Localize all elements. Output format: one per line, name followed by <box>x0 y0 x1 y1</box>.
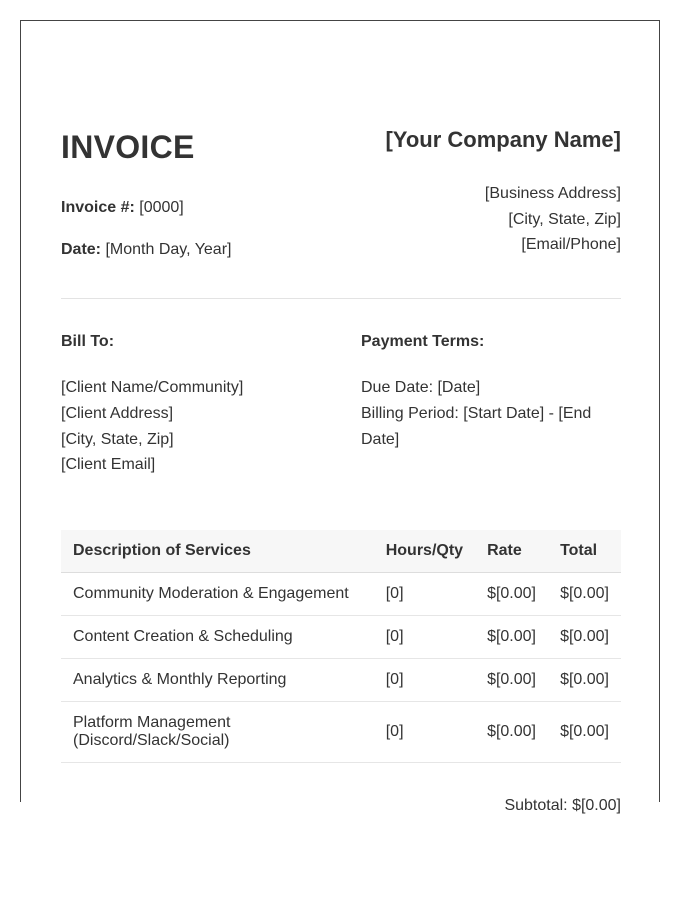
service-hours: [0] <box>374 702 475 763</box>
invoice-number-line <box>61 199 184 217</box>
service-total: $[0.00] <box>548 573 621 616</box>
service-hours: [0] <box>374 573 475 616</box>
subtotal-line <box>504 797 621 815</box>
column-header-total: Total <box>548 530 621 573</box>
service-total: $[0.00] <box>548 659 621 702</box>
services-table <box>61 530 621 763</box>
invoice-date-value: [Month Day, Year] <box>105 241 232 258</box>
company-address-line: [Business Address] <box>484 185 621 202</box>
payment-terms-heading: Payment Terms: <box>361 333 485 350</box>
subtotal-label: Subtotal: <box>504 797 568 814</box>
subtotal-value: $[0.00] <box>572 797 621 814</box>
column-header-rate: Rate <box>475 530 548 573</box>
company-address <box>485 181 621 258</box>
table-row <box>61 573 621 616</box>
service-description: Analytics & Monthly Reporting <box>61 659 374 702</box>
invoice-page <box>20 20 660 814</box>
service-hours: [0] <box>374 659 475 702</box>
service-rate: $[0.00] <box>475 616 548 659</box>
table-row <box>61 659 621 702</box>
invoice-title: INVOICE <box>61 129 195 165</box>
invoice-number-value: [0000] <box>139 199 184 216</box>
service-rate: $[0.00] <box>475 573 548 616</box>
bill-to-line: [Client Email] <box>61 456 156 474</box>
table-header-row <box>61 530 621 573</box>
bill-to-line: [Client Name/Community] <box>61 379 244 396</box>
service-rate: $[0.00] <box>475 659 548 702</box>
company-name: [Your Company Name] <box>385 127 621 152</box>
payment-terms-section <box>361 333 621 452</box>
section-divider <box>61 298 621 299</box>
service-description: Community Moderation & Engagement <box>61 573 374 616</box>
table-row <box>61 616 621 659</box>
column-header-hours: Hours/Qty <box>374 530 475 573</box>
service-rate: $[0.00] <box>475 702 548 763</box>
service-total: $[0.00] <box>548 616 621 659</box>
billing-period: Billing Period: [Start Date] - [End Date] <box>361 404 592 448</box>
invoice-date-label: Date: <box>61 241 102 258</box>
due-date: Due Date: [Date] <box>361 379 481 396</box>
company-address-line: [City, State, Zip] <box>508 210 621 228</box>
table-row <box>61 702 621 763</box>
company-address-line: [Email/Phone] <box>521 236 621 253</box>
service-description: Platform Management (Discord/Slack/Social) <box>61 702 374 763</box>
bill-to-heading: Bill To: <box>61 333 115 350</box>
bill-to-line: [Client Address] <box>61 404 174 422</box>
service-total: $[0.00] <box>548 702 621 763</box>
invoice-date-line <box>61 241 231 259</box>
column-header-description: Description of Services <box>61 530 374 573</box>
service-hours: [0] <box>374 616 475 659</box>
bill-to-line: [City, State, Zip] <box>61 430 174 448</box>
service-description: Content Creation & Scheduling <box>61 616 374 659</box>
invoice-number-label: Invoice #: <box>61 199 135 216</box>
bill-to-section <box>61 333 341 478</box>
